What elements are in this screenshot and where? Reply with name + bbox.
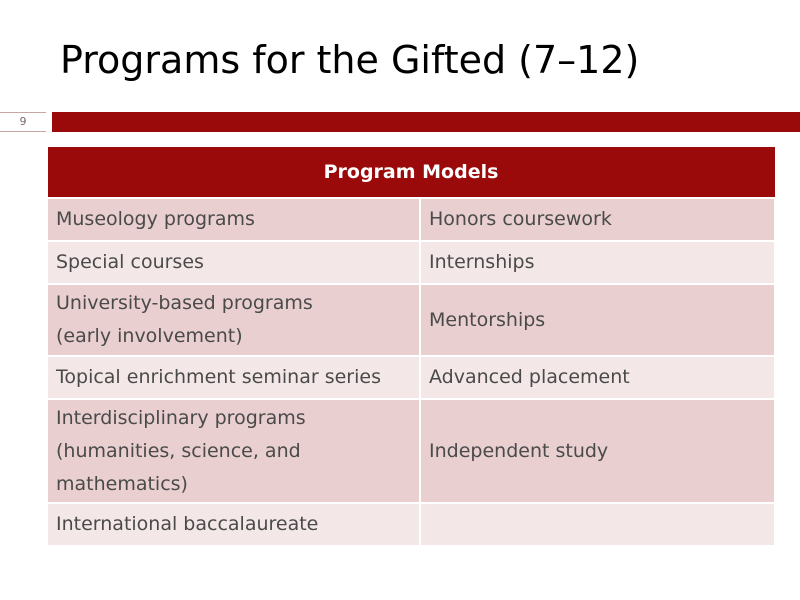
slide-number: 9 [19, 115, 27, 128]
cell-line: Interdisciplinary programs [56, 406, 306, 429]
cell-line: mathematics) [56, 472, 188, 495]
table-row [47, 503, 775, 546]
slide-title: Programs for the Gifted (7–12) [60, 38, 640, 82]
table-row [47, 198, 775, 241]
table-cell [420, 503, 775, 546]
table-cell [47, 399, 420, 503]
table-cell: Special courses [47, 241, 420, 284]
table-cell: International baccalaureate [47, 503, 420, 546]
cell-line: (humanities, science, and [56, 439, 301, 462]
table-header: Program Models [47, 147, 775, 199]
cell-line: (early involvement) [56, 325, 243, 347]
table-row [47, 356, 775, 399]
program-models-table [46, 146, 776, 547]
header-band-right [52, 112, 800, 132]
table-cell: Honors coursework [420, 198, 775, 241]
table-cell: Internships [420, 241, 775, 284]
cell-line: University-based programs [56, 292, 313, 314]
table-cell: Independent study [420, 399, 775, 503]
table-cell: Museology programs [47, 198, 420, 241]
table-cell: Mentorships [420, 284, 775, 356]
table-row [47, 241, 775, 284]
table-row [47, 284, 775, 356]
table-row [47, 399, 775, 503]
table-cell [47, 284, 420, 356]
table-cell: Advanced placement [420, 356, 775, 399]
table-cell: Topical enrichment seminar series [47, 356, 420, 399]
